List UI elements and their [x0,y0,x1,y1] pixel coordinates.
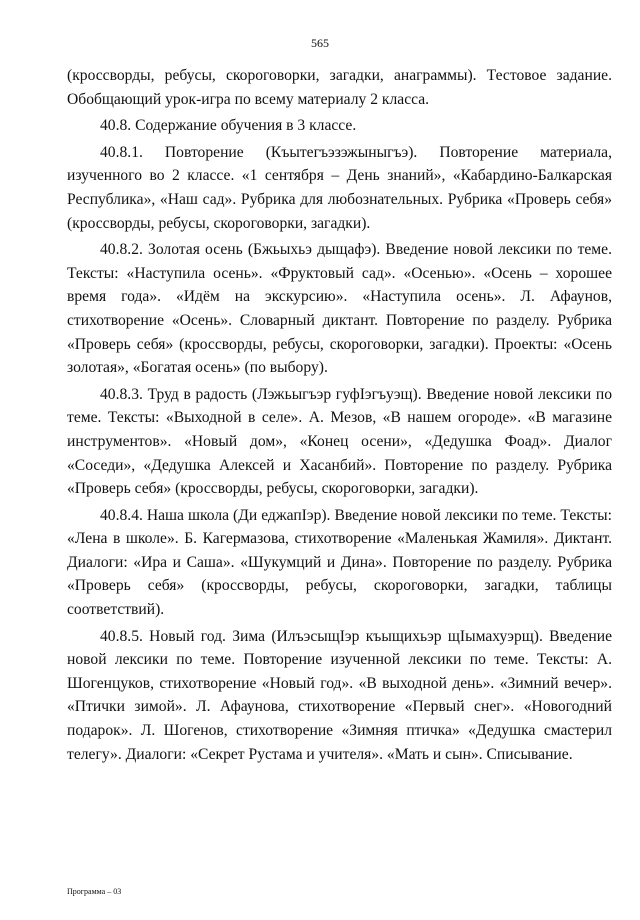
page-footer: Программа – 03 [67,887,122,896]
paragraph-40-8-3: 40.8.3. Труд в радость (Лэжьыгъэр гуфIэгъуэщ). Введение новой лексики по теме. Тексты: «Выходной в селе». А. Мезов, «В нашем огороде». «В магазине инструментов». «Новый дом», «Конец осени», «Дедушка Фоад». Диалог «Соседи», «Дедушка Алексей и Хасанбий». Повторение по разделу. Рубрика «Проверь себя» (кроссворды, ребусы, скороговорки, загадки). [67,385,612,498]
paragraph-40-8-5: 40.8.5. Новый год. Зима (ИлъэсыщIэр къыщихьэр щIымахуэрщ). Введение новой лексики по теме. Повторение изученной лексики по теме. Тексты: А. Шогенцуков, стихотворение «Новый год». «В выходной день». «Зимний вечер». «Птички зимой». Л. Афаунова, стихотворение «Первый снег». «Новогодний подарок». Л. Шогенов, стихотворение «Зимняя птичка» «Дедушка смастерил телегу». Диалоги: «Секрет Рустама и учителя». «Мать и сын». Списывание. [67,627,612,763]
paragraph-40-8-4: 40.8.4. Наша школа (Ди еджапIэр). Введение новой лексики по теме. Тексты: «Лена в школе». Б. Кагермазова, стихотворение «Маленькая Жамиля». Диктант. Диалоги: «Ира и Саша». «Шукумций и Дина». Повторение по разделу. Рубрика «Проверь себя» (кроссворды, ребусы, скороговорки, загадки, таблицы соответствий). [67,506,612,619]
paragraph-40-8-1: 40.8.1. Повторение (Къытегъэзэжыныгъэ). Повторение материала, изученного во 2 классе. «1 сентября – День знаний», «Кабардино-Балкарская Республика», «Наш сад». Рубрика для любознательных. Рубрика «Проверь себя» (кроссворды, ребусы, скороговорки, загадки). [67,143,612,232]
paragraph-40-8-2: 40.8.2. Золотая осень (Бжьыхьэ дыщафэ). Введение новой лексики по теме. Тексты: «Наступила осень». «Фруктовый сад». «Осенью». «Осень – хорошее время года». «Идём на экскурсию». «Наступила осень». Л. Афаунов, стихотворение «Осень». Словарный диктант. Повторение по разделу. Рубрика «Проверь себя» (кроссворды, ребусы, скороговорки, загадки). Проекты: «Осень золотая», «Богатая осень» (по выбору). [67,241,612,377]
section-heading-40-8: 40.8. Содержание обучения в 3 классе. [100,117,357,135]
paragraph-continuation: (кроссворды, ребусы, скороговорки, загадки, анаграммы). Тестовое задание. Обобщающий урок-игра по всему материалу 2 класса. [67,67,612,108]
document-body [67,64,612,769]
page-number: 565 [311,36,329,50]
